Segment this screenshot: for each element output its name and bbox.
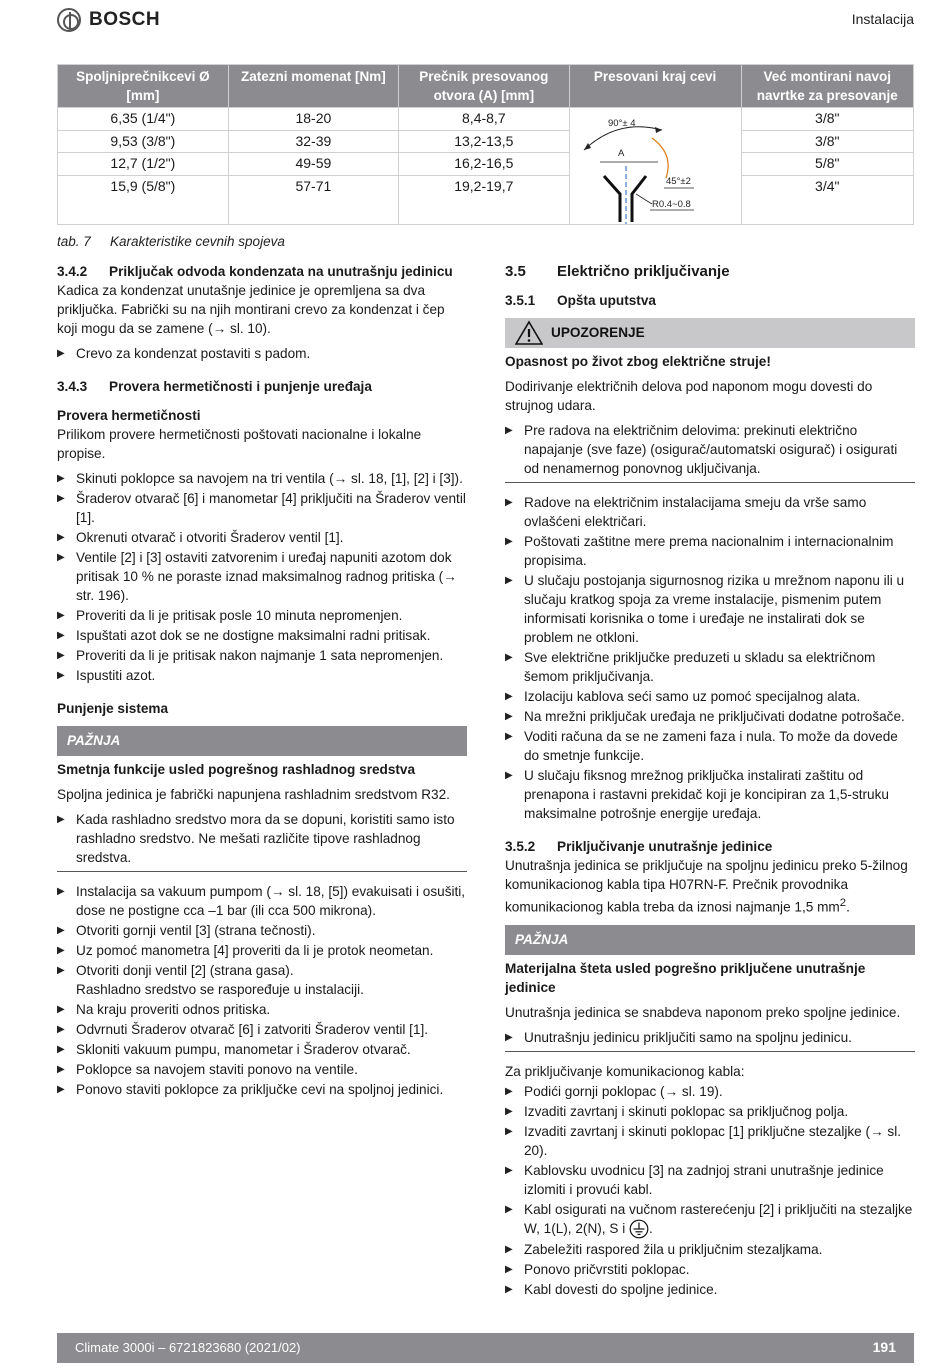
table-header-row bbox=[58, 65, 914, 108]
table-cell: 57-71 bbox=[228, 175, 398, 224]
table-row bbox=[58, 153, 914, 176]
heading-number: 3.4.2 bbox=[57, 264, 88, 279]
table-cell: 12,7 (1/2") bbox=[58, 153, 229, 176]
table-cell: 15,9 (5/8") bbox=[58, 175, 229, 224]
diagram-arrow bbox=[655, 127, 662, 133]
right-column bbox=[505, 262, 915, 1299]
paragraph-text: Unutrašnja jedinica se priključuje na spoljnu jedinicu preko 5-žilnog komunikacionog kabla tipa H07RN-F. Prečnik provodnika komunikacionog kabla treba da iznosi najmanje 1,5 mm bbox=[505, 858, 908, 915]
list-item: ▶ Ponovo staviti poklopce za priključke cevi na spoljnoj jedinici. bbox=[57, 1080, 467, 1099]
instruction-list bbox=[505, 493, 915, 823]
notice-body bbox=[57, 785, 467, 872]
list-item: ▶ Okrenuti otvarač i otvoriti Šraderov ventil [1]. bbox=[57, 528, 467, 547]
list-item: ▶ Proveriti da li je pritisak posle 10 minuta nepromenjen. bbox=[57, 606, 467, 625]
heading-text: Provera hermetičnosti i punjenje uređaja bbox=[109, 379, 372, 394]
notice-banner: PAŽNJA bbox=[505, 925, 915, 955]
list-item: ▶ Poklopce sa navojem staviti ponovo na ventile. bbox=[57, 1060, 467, 1079]
instruction-list bbox=[57, 469, 467, 685]
footer-document-id: Climate 3000i – 6721823680 (2021/02) bbox=[75, 1340, 301, 1355]
notice-list bbox=[57, 810, 467, 867]
notice-text: Unutrašnja jedinica se snabdeva naponom preko spoljne jedinice. bbox=[505, 1004, 901, 1020]
list-item: ▶ Izolaciju kablova seći samo uz pomoć specijalnog alata. bbox=[505, 687, 915, 706]
list-item: ▶ Kada rashladno sredstvo mora da se dopuni, koristiti samo isto rashladno sredstvo. Ne mešati različite tipove rashladnog sredstva. bbox=[57, 810, 467, 867]
list-item: ▶ Otvoriti gornji ventil [3] (strana tečnosti). bbox=[57, 921, 467, 940]
notice-banner: PAŽNJA bbox=[57, 726, 467, 756]
notice-text: Spoljna jedinica je fabrički napunjena rashladnim sredstvom R32. bbox=[57, 787, 450, 802]
list-item: ▶ Izvaditi zavrtanj i skinuti poklopac [1] priključne stezaljke (→ sl. 20). bbox=[505, 1122, 915, 1160]
table-cell: 9,53 (3/8") bbox=[58, 130, 229, 153]
warning-label: UPOZORENJE bbox=[551, 325, 645, 340]
section-title: Instalacija bbox=[851, 11, 914, 27]
warning-title: Opasnost po život zbog električne struje! bbox=[505, 354, 771, 369]
list-item: ▶ Izvaditi zavrtanj i skinuti poklopac sa priključnog polja. bbox=[505, 1102, 915, 1121]
table-cell: 8,4-8,7 bbox=[399, 108, 569, 131]
list-item bbox=[57, 961, 467, 999]
list-item: ▶ Pre radova na električnim delovima: prekinuti električno napajanje (sve faze) (osigurač/automatski osigurač) i osigurati od nenamernog ponovnog uključivanja. bbox=[505, 421, 915, 478]
diagram-angle-side: 45°±2 bbox=[665, 176, 691, 187]
diagram-arrow bbox=[584, 143, 591, 150]
warning-list bbox=[505, 421, 915, 478]
notice-title: Smetnja funkcije usled pogrešnog rashladnog sredstva bbox=[57, 762, 416, 777]
paragraph: Prilikom provere hermetičnosti poštovati nacionalne i lokalne propise. bbox=[57, 427, 422, 461]
notice-body bbox=[505, 1003, 915, 1052]
bosch-armature-icon bbox=[57, 8, 81, 32]
table-cell: 13,2-13,5 bbox=[399, 130, 569, 153]
list-item: ▶ Ispuštati azot dok se ne dostigne maksimalni radni pritisak. bbox=[57, 626, 467, 645]
table-caption-number: tab. 7 bbox=[57, 234, 91, 249]
table-row bbox=[58, 130, 914, 153]
heading-3-5-1 bbox=[505, 291, 915, 310]
table-row bbox=[58, 175, 914, 224]
table-cell: 49-59 bbox=[228, 153, 398, 176]
list-item: ▶ Šraderov otvarač [6] i manometar [4] priključiti na Šraderov ventil [1]. bbox=[57, 489, 467, 527]
heading-number: 3.5.2 bbox=[505, 839, 536, 854]
list-item: ▶ Zabeležiti raspored žila u priključnim stezaljkama. bbox=[505, 1240, 915, 1259]
flare-diagram-cell bbox=[569, 108, 741, 225]
list-item: ▶ Crevo za kondenzat postaviti s padom. bbox=[57, 344, 467, 363]
list-item-end: . bbox=[649, 1220, 653, 1236]
subheading: Provera hermetičnosti bbox=[57, 408, 201, 423]
page-header bbox=[57, 8, 914, 34]
table-cell: 5/8" bbox=[741, 153, 913, 176]
warning-triangle-icon bbox=[515, 320, 543, 346]
brand-name: BOSCH bbox=[89, 9, 161, 30]
heading-text: Električno priključivanje bbox=[557, 263, 730, 280]
heading-number: 3.5 bbox=[505, 263, 526, 280]
list-item: ▶ Ispustiti azot. bbox=[57, 666, 467, 685]
table-row bbox=[58, 108, 914, 131]
pipe-connection-table bbox=[57, 64, 914, 225]
paragraph-end: . bbox=[846, 899, 850, 915]
list-item: ▶ Poštovati zaštitne mere prema nacionalnim i internacionalnim propisima. bbox=[505, 532, 915, 570]
superscript: 2 bbox=[839, 897, 847, 909]
list-item-continuation: Rashladno sredstvo se raspoređuje u instalaciji. bbox=[76, 982, 364, 997]
table-cell: 16,2-16,5 bbox=[399, 153, 569, 176]
table-header: Spoljniprečnikcevi Ø [mm] bbox=[58, 65, 229, 108]
list-item-text: Kabl osigurati na vučnom rasterećenju [2] i priključiti na stezaljke W, 1(L), 2(N), S i bbox=[524, 1201, 913, 1236]
diagram-leader bbox=[636, 194, 652, 204]
list-item: ▶ Na mrežni priključak uređaja ne priključivati dodatne potrošače. bbox=[505, 707, 915, 726]
table-header: Već montirani navoj navrtke za presovanje bbox=[741, 65, 913, 108]
paragraph: Za priključivanje komunikacionog kabla: bbox=[505, 1063, 745, 1079]
paragraph bbox=[505, 856, 915, 917]
table-cell: 19,2-19,7 bbox=[399, 175, 569, 224]
heading-text: Opšta uputstva bbox=[557, 293, 656, 308]
diagram-flare-left bbox=[604, 176, 620, 222]
table-cell: 18-20 bbox=[228, 108, 398, 131]
list-item: ▶ Voditi računa da se ne zameni faza i nula. To može da dovede do smetnje funkcije. bbox=[505, 727, 915, 765]
page-number: 191 bbox=[872, 1339, 896, 1355]
heading-3-5-2 bbox=[505, 837, 915, 856]
warning-text: Dodirivanje električnih delova pod naponom mogu dovesti do strujnog udara. bbox=[505, 379, 873, 413]
flare-end-diagram bbox=[570, 108, 741, 224]
instruction-list bbox=[505, 1082, 915, 1299]
list-item: ▶ Odvrnuti Šraderov otvarač [6] i zatvoriti Šraderov ventil [1]. bbox=[57, 1020, 467, 1039]
list-item: ▶ Radove na električnim instalacijama smeju da vrše samo ovlašćeni električari. bbox=[505, 493, 915, 531]
heading-3-4-2 bbox=[57, 262, 467, 281]
diagram-angle-top: 90°± 4 bbox=[607, 118, 636, 129]
diagram-arc-top bbox=[584, 127, 662, 150]
ground-symbol-icon bbox=[629, 1219, 649, 1239]
table-cell: 3/4" bbox=[741, 175, 913, 224]
table-caption-text: Karakteristike cevnih spojeva bbox=[110, 234, 285, 249]
heading-text: Priključak odvoda kondenzata na unutrašnju jedinicu bbox=[109, 264, 453, 279]
table-cell: 6,35 (1/4") bbox=[58, 108, 229, 131]
left-column bbox=[57, 262, 467, 1099]
instruction-list bbox=[57, 882, 467, 1099]
list-item: ▶ Podići gornji poklopac (→ sl. 19). bbox=[505, 1082, 915, 1101]
table-cell: 3/8" bbox=[741, 130, 913, 153]
heading-text: Priključivanje unutrašnje jedinice bbox=[557, 839, 773, 854]
heading-number: 3.5.1 bbox=[505, 293, 536, 308]
list-item: ▶ Proveriti da li je pritisak nakon najmanje 1 sata nepromenjen. bbox=[57, 646, 467, 665]
list-item: ▶ U slučaju postojanja sigurnosnog rizika u mrežnom naponu ili u slučaju kratkog spoja za vreme instalacije, pismenim putem informisati korisnika o tome i uređaje ne instalirati dok se problem ne otkloni. bbox=[505, 571, 915, 647]
paragraph: Kadica za kondenzat unutašnje jedinice je opremljena sa dva priključka. Fabrički su na njih montirani crevo za kondenzat i čep koji mogu da se zamene (→ sl. 10). bbox=[57, 283, 445, 336]
notice-title: Materijalna šteta usled pogrešno priključene unutrašnje jedinice bbox=[505, 960, 866, 995]
list-item: ▶ U slučaju fiksnog mrežnog priključka instalirati zaštitu od prenapona i rastavni prekidač koji je koncipiran za 1,5-struku maksimalne potrošnje energije uređaja. bbox=[505, 766, 915, 823]
list-item: ▶ Unutrašnju jedinicu priključiti samo na spoljnu jedinicu. bbox=[505, 1028, 915, 1047]
list-item-text: Otvoriti donji ventil [2] (strana gasa). bbox=[76, 963, 294, 978]
notice-list bbox=[505, 1028, 915, 1047]
table-header: Zatezni momenat [Nm] bbox=[228, 65, 398, 108]
list-item: ▶ Na kraju proveriti odnos pritiska. bbox=[57, 1000, 467, 1019]
heading-number: 3.4.3 bbox=[57, 379, 88, 394]
diagram-label-a: A bbox=[617, 148, 624, 159]
instruction-list bbox=[57, 344, 467, 363]
diagram-radius: R0.4~0.8 bbox=[651, 199, 691, 210]
heading-3-4-3 bbox=[57, 377, 467, 396]
table-caption bbox=[57, 234, 285, 249]
table-cell: 32-39 bbox=[228, 130, 398, 153]
bosch-logo bbox=[57, 8, 160, 32]
list-item: ▶ Ponovo pričvrstiti poklopac. bbox=[505, 1260, 915, 1279]
table-header: Presovani kraj cevi bbox=[569, 65, 741, 108]
page-footer bbox=[57, 1333, 914, 1363]
list-item: ▶ Skinuti poklopce sa navojem na tri ventila (→ sl. 18, [1], [2] i [3]). bbox=[57, 469, 467, 488]
list-item: ▶ Ventile [2] i [3] ostaviti zatvorenim i uređaj napuniti azotom dok pritisak 10 % ne poraste iznad maksimalnog radnog pritiska (→ str. 196). bbox=[57, 548, 467, 605]
table-header: Prečnik presovanog otvora (A) [mm] bbox=[399, 65, 569, 108]
list-item: ▶ Sve električne priključke preduzeti u skladu sa električnom šemom priključivanja. bbox=[505, 648, 915, 686]
list-item: ▶ Instalacija sa vakuum pumpom (→ sl. 18, [5]) evakuisati i osušiti, dose ne postigne cca –1 bar (ili cca 500 mikrona). bbox=[57, 882, 467, 920]
list-item: ▶ Kablovsku uvodnicu [3] na zadnjoj strani unutrašnje jedinice izlomiti i provući kabl. bbox=[505, 1161, 915, 1199]
list-item: ▶ Skloniti vakuum pumpu, manometar i Šraderov otvarač. bbox=[57, 1040, 467, 1059]
table-cell: 3/8" bbox=[741, 108, 913, 131]
warning-body bbox=[505, 377, 915, 483]
list-item bbox=[505, 1200, 915, 1239]
heading-3-5 bbox=[505, 262, 915, 281]
subheading: Punjenje sistema bbox=[57, 701, 169, 716]
list-item: ▶ Kabl dovesti do spoljne jedinice. bbox=[505, 1280, 915, 1299]
warning-banner bbox=[505, 318, 915, 348]
list-item: ▶ Uz pomoć manometra [4] proveriti da li je protok neometan. bbox=[57, 941, 467, 960]
diagram-arc-side bbox=[652, 138, 668, 178]
